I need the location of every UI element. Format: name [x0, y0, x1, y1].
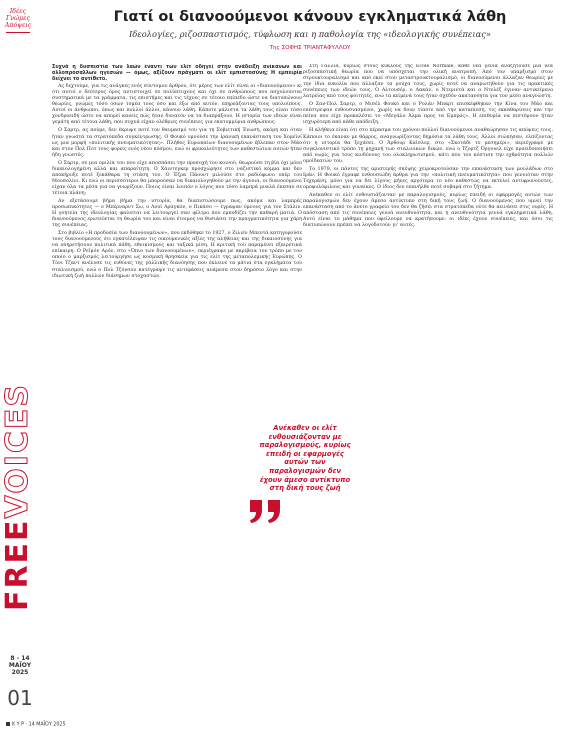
section-rubric — [3, 8, 33, 29]
issue-year: 2025 — [11, 669, 29, 676]
rubric-divider — [6, 32, 30, 33]
issue-day-range: 8 - 14 — [10, 655, 30, 662]
pull-quote: Ανέκαθεν οι ελίτ ενθουσιάζονταν με παραλογισμούς, κυρίως επειδή οι εφαρμογές αυτών των παραλογισμών δεν έχουν άμεσο αντίκτυπο στη δική τους ζωή — [255, 420, 355, 497]
article-lead: Συχνά η δυσπιστία των λαών έναντι των ελίτ οδηγεί στην ανάδειξη ανίκανων και αλλοπρόσαλλων ηγεσιών — όμως, αξίζουν πράγματι οι ελίτ εμπιστοσύνη; Η εμπειρία δείχνει το αντίθετο. — [52, 64, 302, 83]
footer-text: Κ Υ Ρ · 14 ΜΑΪΟΥ 2025 — [12, 722, 66, 728]
footer-square-icon — [6, 722, 10, 726]
article-subhead: Ιδεολογίες, ριζοσπαστισμός, τύφλωση και η παθολογία της «ιδεολογικής συνέπειας» — [129, 29, 491, 39]
article-column-left — [52, 64, 302, 704]
article-paragraph: Η αλήθεια είναι ότι στο πέρασμα του χρόνου πολλοί διανοούμενοι αναθεώρησαν τις απόψεις τους. Κάποιοι το έκαναν με θάρρος, αναγνωρίζοντας δημόσια τα λάθη τους. Άλλοι σιώπησαν, ελπίζοντας ότι η ιστορία θα ξεχάσει. Ο Άρθουρ Καίσλερ, στο «Σκοτάδι το μεσημέρι», περιέγραψε με συγκλονιστικό τρόπο τη μηχανή των σταλινικών δικών, ενώ ο Τζορτζ Όργουελ είχε προειδοποιήσει από νωρίς για τους κινδύνους του ολοκληρωτισμού, κάτι που του κόστισε την εχθρότητα πολλών ομοϊδεατών του. — [303, 128, 553, 164]
article-paragraph: Το 1979, οι πάντες της αριστερής σκέψης χειροκροτούσαν την επανάσταση των μουλάδων στο Ιράν. Η Φουκό έγραφε ενθουσιώδη άρθρα για την «πολιτική πνευματικότητα» που γεννιόταν στην Τεχεράνη, μόνο για να δει λίγους μήνες αργότερα το νέο καθεστώς να εκτελεί αντιφρονούντες, ομοφυλόφιλους και γυναίκες. Ο ίδιος δεν επανήλθε ποτέ σοβαρά στο ζήτημα. — [303, 166, 553, 190]
article-headline: Γιατί οι διανοούμενοι κάνουν εγκληματικά λάθη — [113, 9, 507, 25]
article-paragraph: Στο βιβλίο «Η προδοσία των διανοουμένων», που εκδόθηκε το 1927, ο Ζιλιέν Μπεντά κατηγορούσε τους διανοούμενους ότι εγκατέλειψαν τις οικουμενικές αξίες της αλήθειας και της δικαιοσύνης για να υπηρετήσουν πολιτικά πάθη, εθνικισμούς και ταξικά μίση. Η κριτική του παραμένει εξαιρετικά επίκαιρη. Ο Ρεϊμόν Αρόν, στο «Όπιο των διανοουμένων», περιέγραψε με ακρίβεια τον τρόπο με τον οποίο ο μαρξισμός λειτούργησε ως κοσμική θρησκεία για τις ελίτ της μεταπολεμικής Ευρώπης. Ο Τόνι Τζαντ ανέλυσε τις ευθύνες της γαλλικής διανόησης που έκλεινε τα μάτια στα εγκλήματα του σταλινισμού, ενώ ο Πολ Τζόνσον κατέγραψε τις αντιφάσεις ανάμεσα στον δημόσιο λόγο και στην ιδιωτική ζωή πολλών διάσημων στοχαστών. — [52, 231, 302, 279]
left-rail — [0, 0, 40, 734]
article-paragraph: Στη Γαλλία, κυρίως στους κύκλους της Ecole Normale, κάθε νέα γενιά αναζητούσε μια νέα ριζοσπαστική θεωρία που να υπόσχεται την ολική ανατροπή. Από τον υπαρξισμό στον στρουκτουραλισμό και από εκεί στον μεταστρουκτουραλισμό, οι διανοούμενοι άλλαζαν θεωρίες με την ίδια ευκολία που άλλαζαν τα ρούχα τους, χωρίς ποτέ να αναρωτηθούν για τις πρακτικές συνέπειες των ιδεών τους. Ο Αλτουσέρ, ο Λακάν, ο Ντεριντά και ο Ντελέζ έγιναν αντικείμενο λατρείας από τους φοιτητές, ενώ τα κείμενά τους ήταν σχεδόν ακατανόητα για τον μέσο αναγνώστη. — [303, 64, 553, 100]
article-paragraph: Αν εξετάσουμε βήμα βήμα την ιστορία, θα διαπιστώσουμε πως, ακόμα και λαμπρές προσωπικότητες — ο Μπέρναρντ Σω, ο Λουί Αραγκόν, ο Πικάσο — έγραψαν ύμνους για τον Στάλιν. Η γοητεία της ιδεολογίας φαίνεται να λειτουργεί σαν φίλτρο που εμποδίζει την καθαρή ματιά. Ο διανοούμενος ερωτεύεται τη θεωρία του και είναι έτοιμος να θυσιάσει την πραγματικότητα για χάρη της συνέπειας. — [52, 198, 302, 229]
article-paragraph: Ο Σαρτρ, ας πούμε, δεν έκρυψε ποτέ τον θαυμασμό του για τη Σοβιετική Ένωση, ακόμη και όταν ήταν γνωστά τα στρατόπεδα συγκέντρωσης. Ο Φουκό υμνούσε την Ιρανική επανάσταση του Χομεϊνί ως μια μορφή «πολιτικής πνευματικότητας». Πλήθος Ευρωπαίων διανοουμένων έβλεπαν στον Μάο και στον Πολ Ποτ τους φορείς ενός νέου κόσμου, ενώ οι φρικαλεότητες των καθεστώτων αυτών ήταν ήδη γνωστές. — [52, 128, 302, 158]
rubric-line: Απόψεις — [4, 22, 32, 29]
rubric-line: Ιδέες — [9, 8, 27, 15]
issue-month: ΜΑΪΟΥ — [8, 662, 32, 669]
vertical-title-part2: VOICES — [0, 382, 35, 519]
quote-mark-icon — [246, 498, 286, 524]
page-footer — [6, 722, 66, 729]
issue-dates — [3, 655, 37, 676]
vertical-section-title — [1, 367, 35, 627]
vertical-title-part1: FREE — [0, 518, 35, 612]
article-paragraph: Ο Σαρτρ, σε μια ομιλία του που είχε αποσπάσει την προσοχή του κοινού, θεωρούσε τη βία όχι μόνο δικαιολογημένη αλλά και απαραίτητη. Ο Χάιντεγκερ προσχώρησε στο ναζιστικό κόμμα και δεν αποκήρυξε ποτέ ξεκάθαρα τη στάση του. Ο Έζρα Πάουντ μιλούσε στο ραδιόφωνο υπέρ του Μουσολίνι. Κι ενώ οι περισσότεροι θα μπορούσαν να δικαιολογηθούν με την άγνοια, οι διανοούμενοι είχαν όλα τα μέσα για να γνωρίζουν. Ποιος είναι λοιπόν ο λόγος που τόσο λαμπρά μυαλά έπεσαν σε τέτοια πλάνη; — [52, 160, 302, 196]
article-paragraph: Ας δεχτούμε, για τις ανάγκες ενός σύντομου άρθρου, ότι μέρος των ελίτ είναι οι «διανοούμενοι» κι ότι αυτοί ο δεύτερος όρος αντιστοιχεί σε πολύπτυχους και όχι σε ανθρώπους που ασχολούνται συστηματικά με τα γράμματα, τις επιστήμες και τις τέχνες σε τέτοιο επίπεδο ώστε να διατυπώνουν θεωρίες, γνώμες τόσο όσων τομέα τους όσο και έξω από αυτόν, επηρεάζοντας τους υπολοίπους. Αυτοί οι άνθρωποι, όπως και πολλοί άλλοι, κάνουν λάθη. Κάποτε μάλιστα τα λάθη τους είναι τόσο χονδροειδή ώστε να απορεί κανείς πώς ήταν δυνατόν να τα διαπράξουν. Η ιστορία των ιδεών είναι γεμάτη από τέτοια λάθη, που συχνά είχαν ολέθριες συνέπειες για εκατομμύρια ανθρώπους. — [52, 84, 302, 126]
issue-number: 01 — [7, 686, 33, 710]
article-paragraph: Ο Ζαν-Πολ Σαρτρ, ο Μισέλ Φουκό και ο Ρολάν Μπαρτ επισκέφθηκαν την Κίνα του Μάο και επέστρεψαν ενθουσιασμένοι, χωρίς να δουν τίποτε από την καταπίεση, τις εκκαθαρίσεις και την πείνα που είχε προκαλέσει το «Μεγάλο Άλμα προς τα Εμπρός». Η επιθυμία να πιστέψουν ήταν ισχυρότερη από κάθε απόδειξη. — [303, 102, 553, 126]
rubric-line: Γνώμες — [6, 15, 30, 22]
article-column-right — [303, 64, 553, 704]
article-byline: Της ΣΟΦΗΣ ΤΡΙΑΝΤΑΦΥΛΛΟΥ — [269, 45, 351, 51]
article-paragraph: Ανέκαθεν οι ελίτ ενθουσιάζονταν με παραλογισμούς, κυρίως επειδή οι εφαρμογές αυτών των παραλογισμών δεν έχουν άμεσο αντίκτυπο στη δική τους ζωή. Ο διανοούμενος που υμνεί την επανάσταση από το άνετο γραφείο του δεν θα ζήσει στα στρατόπεδα ούτε θα πεινάσει στις ουρές. Η απόσταση από τις συνέπειες γεννά ανευθυνότητα, και η ανευθυνότητα γεννά εγκληματικά λάθη. Αυτό είναι το μάθημα που οφείλουμε να κρατήσουμε: οι ιδέες έχουν συνέπειες, και όσοι τις διατυπώνουν πρέπει να λογοδοτούν γι' αυτές. — [303, 192, 553, 229]
